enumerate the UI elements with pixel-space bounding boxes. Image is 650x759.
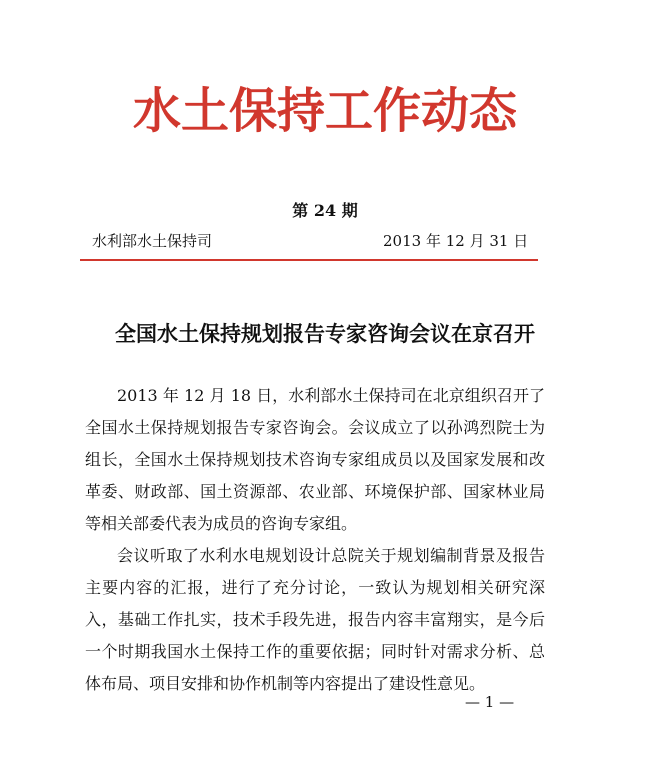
article-paragraph-2: 会议听取了水利水电规划设计总院关于规划编制背景及报告主要内容的汇报，进行了充分讨论，一致认为规划相关研究深入，基础工作扎实，技术手段先进，报告内容丰富翔实，是今后一个时期我国水土保持工作的重要依据；同时针对需求分析、总体布局、项目安排和协作机制等内容提出了建设性意见。: [85, 546, 545, 693]
issue-number: 第 24 期: [292, 201, 358, 220]
header-divider: [80, 259, 538, 261]
article-paragraph-1: 2013 年 12 月 18 日，水利部水土保持司在北京组织召开了全国水土保持规划报告专家咨询会。会议成立了以孙鸿烈院士为组长，全国水土保持规划技术咨询专家组成员以及国家发展和改革委、财政部、国土资源部、农业部、环境保护部、国家林业局等相关部委代表为成员的咨询专家组。: [85, 386, 545, 533]
article-headline: 全国水土保持规划报告专家咨询会议在京召开: [115, 321, 535, 346]
issue-date: 2013 年 12 月 31 日: [383, 232, 529, 250]
masthead-title: 水土保持工作动态: [132, 83, 517, 139]
page-number: — 1 —: [465, 693, 515, 711]
issuing-organization: 水利部水土保持司: [92, 232, 213, 250]
